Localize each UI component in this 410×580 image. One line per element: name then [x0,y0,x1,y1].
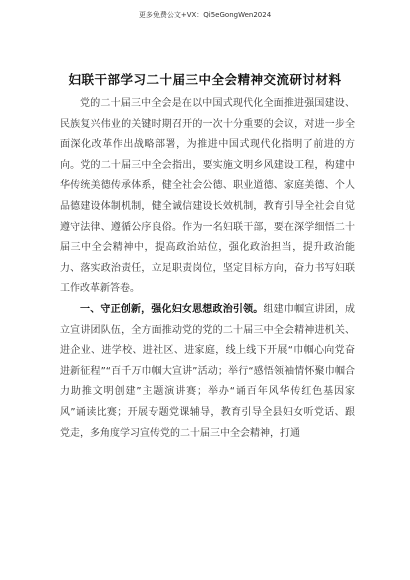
paragraph-intro [60,94,355,300]
paragraph-section-one-text: 组建巾帼宣讲团，成立宣讲团队伍，全方面推动党的党的二十届三中全会精神进机关、进企业、进学校、进社区、进家庭，线上线下开展“巾帼心向党奋进新征程”“百千万巾帼大宣讲”活动；举行“感悟领袖情怀聚巾帼合力助推文明创建”主题演讲赛；举办“诵百年风华传红色基因家风”诵读比赛；开展专题党课辅导，教育引导全县妇女听党话、跟党走，多角度学习宣传党的二十届三中全会精神，打通 [60,303,356,439]
document-title: 妇联干部学习二十届三中全会精神交流研讨材料 [68,72,342,87]
paragraph-section-one [60,300,355,444]
section-heading: 一、守正创新，强化妇女思想政治引领。 [80,303,264,315]
paragraph-intro-text: 党的二十届三中全会是在以中国式现代化全面推进强国建设、民族复兴伟业的关键时期召开的一次十分重要的会议，对进一步全面深化改革作出战略部署，为推进中国式现代化指明了前进的方向。党的二十届三中全会指出，要实施文明乡风建设工程，构建中华传统美德传承体系，健全社会公德、职业道德、家庭美德、个人品德建设体制机制，健全诚信建设长效机制，教育引导全社会自觉遵守法律、遵循公序良俗。作为一名妇联干部，要在深学细悟二十届三中全会精神中，提高政治站位，强化政治担当，提升政治能力、落实政治责任，立足职责岗位，坚定目标方向，奋力书写妇联工作改革新答卷。 [60,98,355,295]
top-note: 更多免费公文+VX：Qi5eGongWen2024 [138,11,272,19]
document-body [60,94,355,444]
